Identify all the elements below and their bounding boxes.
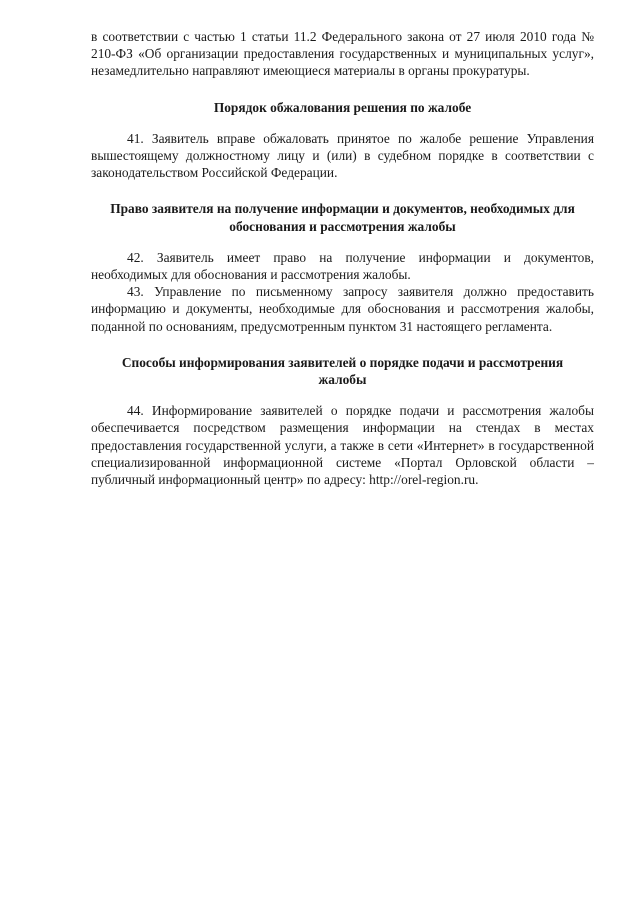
document-page <box>91 28 594 488</box>
paragraph-41: 41. Заявитель вправе обжаловать принятое по жалобе решение Управления вышестоящему должностному лицу и (или) в судебном порядке в соответствии с законодательством Российской Федерации. <box>91 130 594 181</box>
section-heading-informing: Способы информирования заявителей о порядке подачи и рассмотрения жалобы <box>121 354 564 388</box>
paragraph-42: 42. Заявитель имеет право на получение информации и документов, необходимых для обоснования и рассмотрения жалобы. <box>91 249 594 283</box>
paragraph-44: 44. Информирование заявителей о порядке подачи и рассмотрения жалобы обеспечивается посредством размещения информации на стендах в местах предоставления государственной услуги, а также в сети «Интернет» в государственной специализированной информационной системе «Портал Орловской области – публичный информационный центр» по адресу: http://orel-region.ru. <box>91 403 594 488</box>
paragraph-43: 43. Управление по письменному запросу заявителя должно предоставить информацию и документы, необходимые для обоснования и рассмотрения жалобы, поданной по основаниям, предусмотренным пунктом 31 настоящего регламента. <box>91 284 594 334</box>
section-heading-rights: Право заявителя на получение информации и документов, необходимых для обоснования и рассмотрения жалобы <box>110 201 575 234</box>
section-heading-appeal: Порядок обжалования решения по жалобе <box>213 99 472 115</box>
intro-paragraph: в соответствии с частью 1 статьи 11.2 Федерального закона от 27 июля 2010 года № 210-ФЗ «Об организации предоставления государственных и муниципальных услуг», незамедлительно направляют имеющиеся материалы в органы прокуратуры. <box>91 29 594 79</box>
